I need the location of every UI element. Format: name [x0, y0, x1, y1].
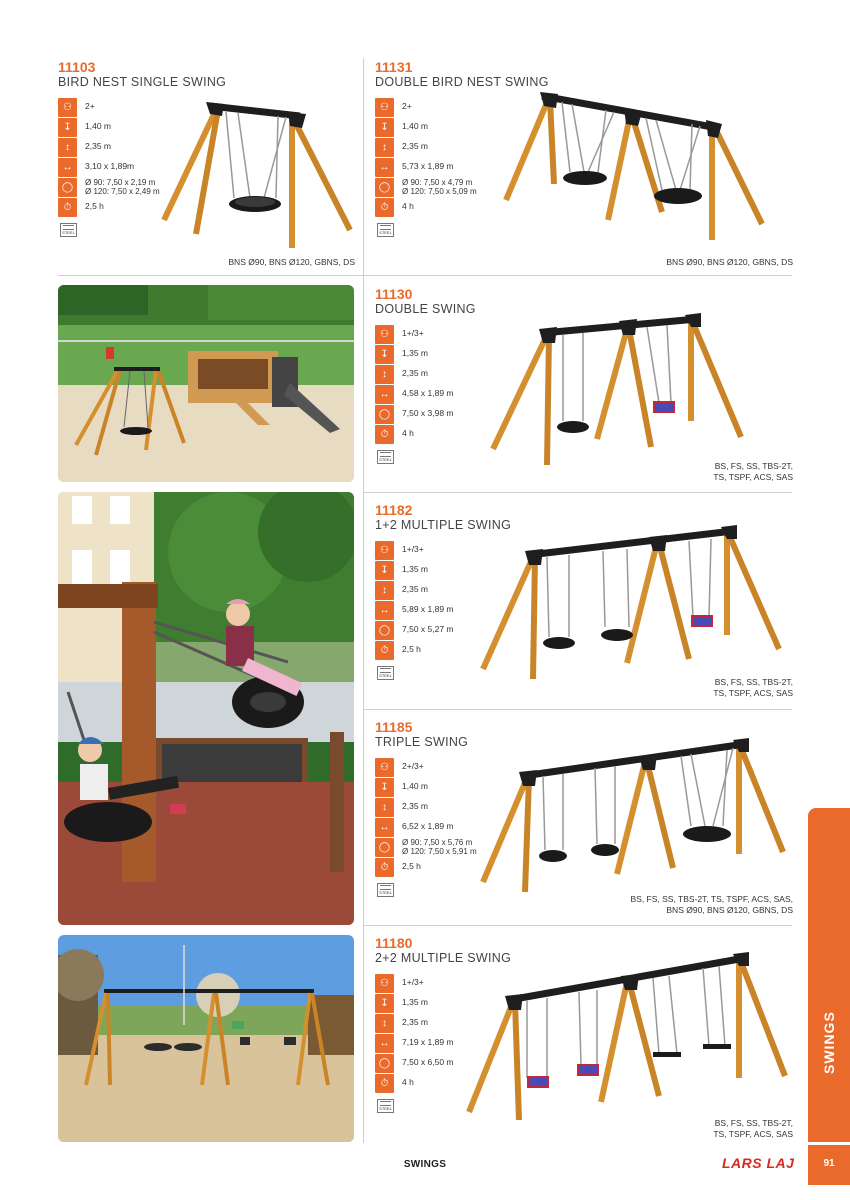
max-height-icon: ↕: [375, 138, 394, 157]
safety-area-icon: ◯: [375, 405, 394, 424]
age-icon: ⚇: [58, 98, 77, 117]
product-code: 11103: [58, 59, 96, 75]
product-11185: [375, 720, 793, 920]
variant-line: BS, FS, SS, TBS-2T,: [714, 461, 793, 471]
age-value: 1+/3+: [402, 544, 424, 554]
dimensions-icon: ↔: [375, 385, 394, 404]
safety-area-icon: ◯: [375, 838, 394, 857]
dimensions-value: 6,52 x 1,89 m: [402, 821, 454, 831]
steel-icon: STEEL: [60, 223, 77, 237]
age-icon: ⚇: [375, 98, 394, 117]
swing-illustration: [500, 90, 770, 250]
swing-illustration: [158, 98, 358, 248]
safety-area-value-1: Ø 90: 7,50 x 4,79 m: [402, 178, 473, 187]
dimensions-value: 4,58 x 1,89 m: [402, 388, 454, 398]
steel-icon: STEEL: [377, 883, 394, 897]
row-divider: [364, 492, 792, 493]
product-code: 11185: [375, 719, 413, 735]
fall-height-icon: ↧: [375, 118, 394, 137]
install-time-icon: ⏱: [375, 198, 394, 217]
fall-height-value: 1,35 m: [402, 997, 428, 1007]
safety-area-icon: ◯: [58, 178, 77, 197]
dimensions-icon: ↔: [58, 158, 77, 177]
fall-height-value: 1,35 m: [402, 564, 428, 574]
safety-area-icon: ◯: [375, 178, 394, 197]
max-height-value: 2,35 m: [402, 141, 428, 151]
dimensions-icon: ↔: [375, 601, 394, 620]
fall-height-icon: ↧: [375, 994, 394, 1013]
variant-list: BNS Ø90, BNS Ø120, GBNS, DS: [228, 257, 355, 267]
max-height-value: 2,35 m: [402, 368, 428, 378]
column-divider: [363, 58, 364, 1143]
product-11182: [375, 503, 793, 703]
variant-list: BNS Ø90, BNS Ø120, GBNS, DS: [666, 257, 793, 267]
product-name: DOUBLE BIRD NEST SWING: [375, 75, 549, 89]
max-height-icon: ↕: [375, 581, 394, 600]
install-time-value: 4 h: [402, 201, 414, 211]
age-value: 1+/3+: [402, 977, 424, 987]
variant-line: BNS Ø90, BNS Ø120, GBNS, DS: [666, 905, 793, 915]
brand-logo: LARS LAJ: [722, 1155, 795, 1171]
children-swinging-photo: [58, 492, 354, 925]
dimensions-icon: ↔: [375, 158, 394, 177]
row-divider: [58, 275, 363, 276]
variant-line: BS, FS, SS, TBS-2T, TS, TSPF, ACS, SAS,: [630, 894, 793, 904]
fall-height-value: 1,40 m: [85, 121, 111, 131]
age-icon: ⚇: [375, 758, 394, 777]
footer-section-title: SWINGS: [403, 1159, 447, 1170]
page-number: 91: [823, 1158, 835, 1169]
safety-area-value: 7,50 x 6,50 m: [402, 1057, 454, 1067]
fall-height-icon: ↧: [375, 345, 394, 364]
swing-illustration: [487, 309, 747, 469]
dimensions-icon: ↔: [375, 1034, 394, 1053]
safety-area-value-2: Ø 120: 7,50 x 5,91 m: [402, 847, 477, 856]
section-side-tab: [808, 808, 850, 1142]
safety-area-value: 7,50 x 5,27 m: [402, 624, 454, 634]
row-divider: [364, 709, 792, 710]
variant-line: TS, TSPF, ACS, SAS: [713, 688, 793, 698]
swing-illustration: [477, 523, 787, 683]
max-height-value: 2,35 m: [402, 584, 428, 594]
product-code: 11131: [375, 59, 413, 75]
row-divider: [364, 925, 792, 926]
max-height-icon: ↕: [58, 138, 77, 157]
variant-line: BS, FS, SS, TBS-2T,: [714, 677, 793, 687]
fall-height-value: 1,35 m: [402, 348, 428, 358]
product-11130: [375, 287, 793, 487]
dimensions-value: 7,19 x 1,89 m: [402, 1037, 454, 1047]
max-height-icon: ↕: [375, 798, 394, 817]
max-height-value: 2,35 m: [85, 141, 111, 151]
product-11131: [375, 60, 793, 272]
install-time-icon: ⏱: [58, 198, 77, 217]
age-value: 2+: [402, 101, 412, 111]
variant-line: TS, TSPF, ACS, SAS: [713, 472, 793, 482]
safety-area-value-2: Ø 120: 7,50 x 2,49 m: [85, 187, 160, 196]
max-height-value: 2,35 m: [402, 801, 428, 811]
max-height-icon: ↕: [375, 365, 394, 384]
age-icon: ⚇: [375, 974, 394, 993]
row-divider: [364, 275, 792, 276]
swing-illustration: [463, 952, 791, 1122]
playground-photo: [58, 285, 354, 482]
install-time-icon: ⏱: [375, 425, 394, 444]
steel-icon: STEEL: [377, 666, 394, 680]
product-code: 11180: [375, 935, 413, 951]
fall-height-value: 1,40 m: [402, 781, 428, 791]
install-time-value: 2,5 h: [402, 861, 421, 871]
section-side-tab-label: SWINGS: [821, 1011, 837, 1074]
product-name: BIRD NEST SINGLE SWING: [58, 75, 227, 89]
age-value: 1+/3+: [402, 328, 424, 338]
dimensions-value: 5,73 x 1,89 m: [402, 161, 454, 171]
dimensions-value: 3,10 x 1,89m: [85, 161, 135, 171]
install-time-value: 4 h: [402, 1077, 414, 1087]
safety-area-value-1: Ø 90: 7,50 x 5,76 m: [402, 838, 473, 847]
install-time-icon: ⏱: [375, 858, 394, 877]
safety-area-value-2: Ø 120: 7,50 x 5,09 m: [402, 187, 477, 196]
max-height-value: 2,35 m: [402, 1017, 428, 1027]
product-code: 11182: [375, 502, 413, 518]
steel-icon: STEEL: [377, 450, 394, 464]
safety-area-value-1: Ø 90: 7,50 x 2,19 m: [85, 178, 156, 187]
variant-line: BS, FS, SS, TBS-2T,: [714, 1118, 793, 1128]
age-icon: ⚇: [375, 325, 394, 344]
safety-area-icon: ◯: [375, 1054, 394, 1073]
age-value: 2+: [85, 101, 95, 111]
steel-icon: STEEL: [377, 223, 394, 237]
age-value: 2+/3+: [402, 761, 424, 771]
steel-icon: STEEL: [377, 1099, 394, 1113]
product-name: 2+2 MULTIPLE SWING: [375, 951, 512, 965]
max-height-icon: ↕: [375, 1014, 394, 1033]
product-name: 1+2 MULTIPLE SWING: [375, 518, 512, 532]
product-name: TRIPLE SWING: [375, 735, 469, 749]
install-time-icon: ⏱: [375, 641, 394, 660]
install-time-value: 4 h: [402, 428, 414, 438]
dimensions-icon: ↔: [375, 818, 394, 837]
install-time-value: 2,5 h: [85, 201, 104, 211]
install-time-value: 2,5 h: [402, 644, 421, 654]
fall-height-value: 1,40 m: [402, 121, 428, 131]
install-time-icon: ⏱: [375, 1074, 394, 1093]
age-icon: ⚇: [375, 541, 394, 560]
park-swing-photo: [58, 935, 354, 1142]
safety-area-icon: ◯: [375, 621, 394, 640]
product-code: 11130: [375, 286, 413, 302]
dimensions-value: 5,89 x 1,89 m: [402, 604, 454, 614]
product-11180: [375, 936, 793, 1146]
safety-area-value: 7,50 x 3,98 m: [402, 408, 454, 418]
product-11103: [58, 60, 358, 272]
fall-height-icon: ↧: [375, 561, 394, 580]
fall-height-icon: ↧: [58, 118, 77, 137]
variant-line: TS, TSPF, ACS, SAS: [713, 1129, 793, 1139]
fall-height-icon: ↧: [375, 778, 394, 797]
product-name: DOUBLE SWING: [375, 302, 476, 316]
swing-illustration: [477, 738, 787, 898]
